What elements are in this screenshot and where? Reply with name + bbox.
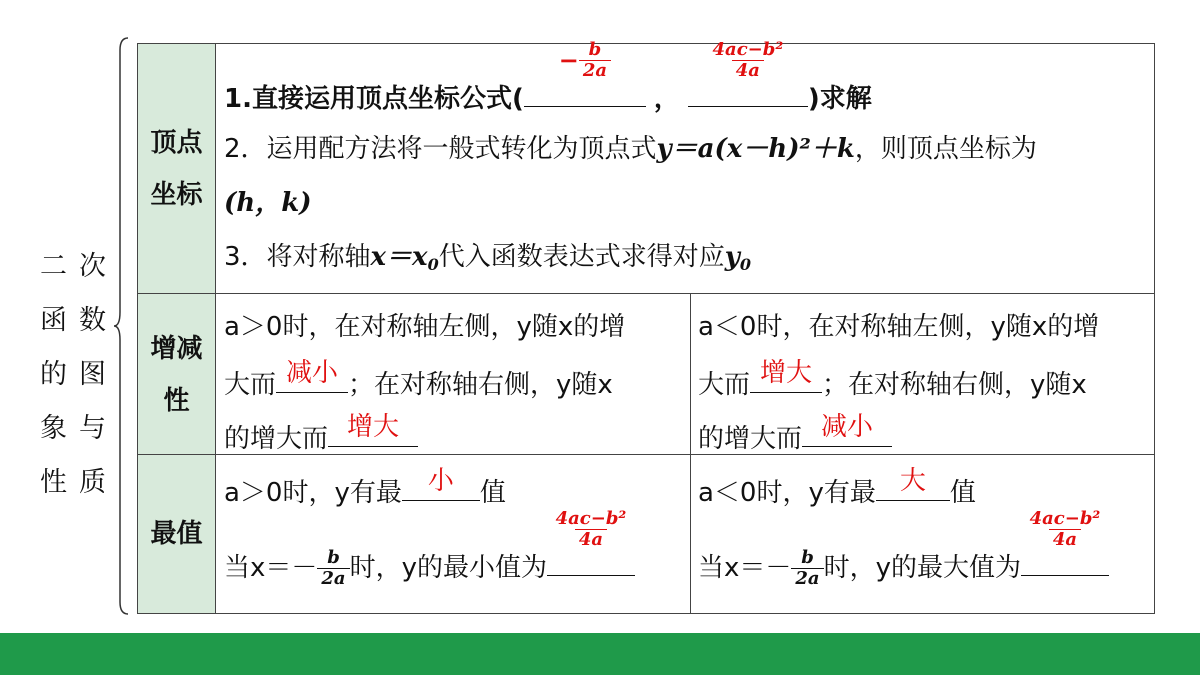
mono-left-line-3: 的增大而 增大 — [224, 420, 418, 454]
side-title-line: 象与 — [40, 413, 118, 444]
answer-text: 大 — [899, 466, 926, 496]
ext-right-line-2: 当x＝－ $\frac{b}{2a}$ 时，y的最大值为 $\frac{\text{4ac−b²}}{4a}$ — [698, 548, 1109, 589]
answer-blank — [750, 358, 822, 393]
mono-left-line-2: 大而 减小 ；在对称轴右侧，y随x — [224, 358, 613, 400]
side-title — [40, 240, 120, 510]
row-divider — [138, 293, 1154, 294]
ext-left-line-2: 当x＝－ $\frac{b}{2a}$ 时，y的最小值为 $\frac{\text{4ac−b²}}{4a}$ — [224, 548, 635, 589]
header-extreme: 最值 — [138, 455, 216, 613]
mono-right-line-2: 大而 增大 ；在对称轴右侧，y随x — [698, 358, 1087, 400]
answer-text: 减小 — [286, 358, 339, 388]
header-monotonic: 增减性 — [138, 294, 216, 455]
answer-blank — [524, 39, 646, 107]
answer-blank — [547, 508, 635, 576]
answer-blank — [876, 466, 950, 501]
row-divider — [138, 454, 1154, 455]
mono-right-line-1: a＜0时，在对称轴左侧，y随x的增 — [698, 312, 1100, 342]
ext-left-line-1: a＞0时，y有最 小 值 — [224, 466, 506, 508]
answer-fraction: $\frac{\text{4ac−b²}}{4a}$ — [1029, 508, 1101, 550]
answer-blank — [1021, 508, 1109, 576]
answer-text: 减小 — [821, 412, 874, 442]
summary-table — [137, 39, 1155, 614]
vertex-line-1: 1.直接运用顶点坐标公式( − $\frac{b}{2a}$ ， $\frac{\text{4ac−b²}}{4a}$ )求解 — [224, 39, 872, 114]
side-title-line: 函数 — [40, 305, 118, 336]
vertex-line-3: 3．将对称轴$x=x_0$代入函数表达式求得对应$y_0$ — [224, 242, 751, 274]
footer-bar — [0, 633, 1200, 675]
answer-text: 增大 — [347, 412, 400, 442]
answer-text: 增大 — [760, 358, 813, 388]
column-divider — [690, 294, 691, 614]
answer-fraction: − $\frac{b}{2a}$ — [524, 40, 646, 81]
side-title-line: 的图 — [40, 359, 118, 390]
brace-icon — [112, 36, 132, 616]
answer-blank — [802, 412, 892, 447]
answer-fraction: $\frac{\text{4ac−b²}}{4a}$ — [712, 39, 784, 81]
answer-blank — [328, 412, 418, 447]
answer-blank — [688, 39, 808, 107]
side-title-line: 二次 — [40, 251, 118, 282]
side-title-line: 性质 — [40, 467, 118, 498]
answer-blank — [402, 466, 480, 501]
vertex-line-2-cont: (h，k) — [224, 188, 312, 218]
answer-text: 小 — [427, 466, 454, 496]
answer-blank — [276, 358, 348, 393]
mono-right-line-3: 的增大而 减小 — [698, 420, 892, 454]
vertex-line-2: 2．运用配方法将一般式转化为顶点式y＝a(x－h)²＋k，则顶点坐标为 — [224, 134, 1037, 164]
answer-fraction: $\frac{\text{4ac−b²}}{4a}$ — [555, 508, 627, 550]
ext-right-line-1: a＜0时，y有最 大 值 — [698, 466, 976, 508]
header-vertex: 顶点坐标 — [138, 44, 216, 294]
mono-left-line-1: a＞0时，在对称轴左侧，y随x的增 — [224, 312, 626, 342]
